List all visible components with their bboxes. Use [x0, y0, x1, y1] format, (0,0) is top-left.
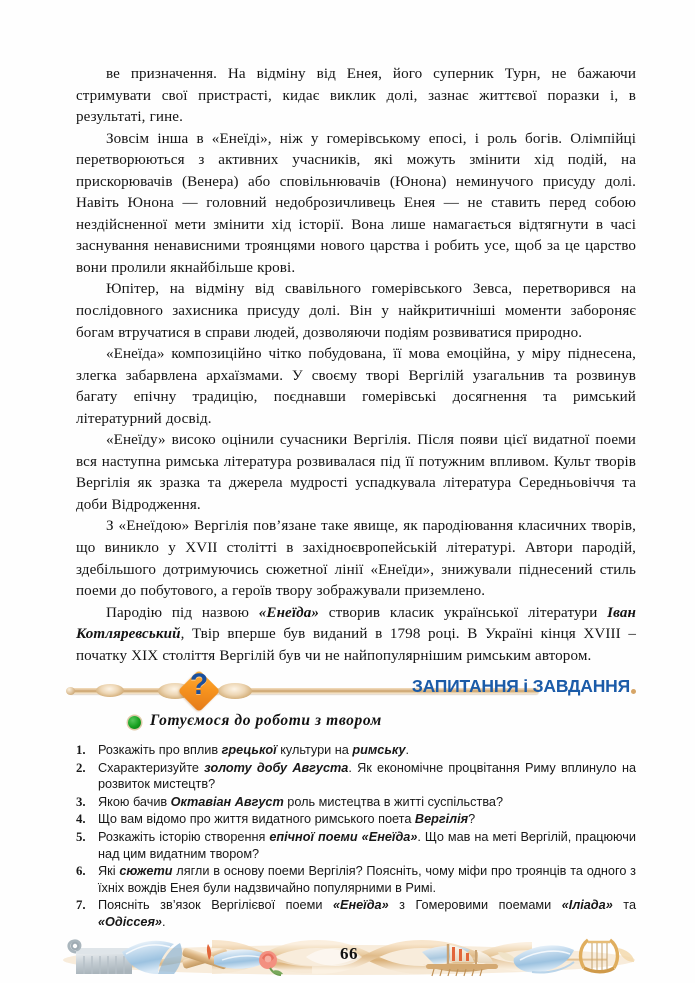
emphasis-text: «Іліада»: [561, 898, 613, 913]
title-end-dot-icon: [631, 689, 636, 694]
emphasis-text: «Одіссея»: [98, 914, 162, 929]
paragraph: [76, 603, 636, 668]
question-text: [98, 864, 636, 895]
text-run: . Що мав на меті Вергілій, працюючи над цим видатним твором?: [98, 829, 636, 861]
subsection-heading: Готуємося до роботи з твором: [150, 712, 382, 729]
question-item: [76, 863, 636, 896]
emphasis-text: римську: [352, 743, 406, 757]
emphasis-text: грецької: [221, 743, 277, 757]
text-run: Що вам відомо про життя видатного римського поета: [98, 812, 415, 827]
question-number: 6.: [76, 864, 86, 879]
green-bullet-icon: [128, 716, 141, 729]
rod-end-cap-icon: [66, 687, 75, 695]
text-run: лягли в основу поеми Вергілія? Поясніть, чому міфи про троянців та одного з їхніх вождів Енея були надзвичайно популярними в Римі.: [98, 864, 636, 895]
text-run: З «Енеїдою» Вергілія пов’язане таке явище, як пародіювання класичних творів, що виникло у XVII столітті в західноєвропейській літературі. Автори пародій, здебільшого дотримуючись сюжетної лінії «Енеїди», знижували піднесений стиль поеми до побутового, а героїв твору зображували приземлено.: [76, 518, 636, 600]
text-run: Якою бачив: [98, 794, 171, 809]
emphasis-text: Іван Котляревський: [76, 604, 637, 643]
text-run: Зовсім інша в «Енеїді», ніж у гомерівському епосі, і роль богів. Олімпійці перетворюються з активних учасників, які можуть змінити хід подій, на прискорювачів (Венера) або сповільнювачів (Юнона) неминучого присуду долі. Навіть Юнона — головний недоброзичливець Енея — не ставить перед собою нездійсненної мети змінити хід історії. Вона лише намагається відтягнути в часі заснування ненависними троянцями нового царства і робить усе, щоб за це царство вони пролили якнайбільше крові.: [76, 130, 636, 276]
text-run: «Енеїда» композиційно чітко побудована, її мова емоційна, у міру піднесена, злегка забарвлена архаїзмами. У своєму творі Вергілій узагальнив та розвинув багату епічну традицію, поєднавши гомерівські досягнення та римський літературний досвід.: [76, 346, 636, 427]
question-mark-glyph: ?: [189, 668, 209, 701]
question-number: 3.: [76, 794, 86, 809]
text-run: створив класик української літератури: [319, 604, 608, 621]
text-run: .: [162, 914, 166, 929]
emphasis-text: «Енеїда»: [332, 898, 389, 913]
paragraph: [76, 516, 636, 602]
question-number: 5.: [76, 829, 86, 844]
question-number: 4.: [76, 812, 86, 827]
paragraph: [76, 129, 636, 280]
text-run: Схарактеризуйте: [98, 760, 205, 775]
text-run: «Енеїду» високо оцінили сучасники Вергілія. Після появи цієї видатної поеми вся наступна римська література розвивалася під її потужним впливом. Культ творів Вергілія як зразка та джерела мудрості успадкувала література Середньовіччя та доби Відродження.: [76, 432, 636, 513]
question-number: 2.: [76, 760, 86, 775]
question-text: [98, 812, 475, 826]
question-item: [76, 794, 636, 811]
question-item: [76, 829, 636, 862]
text-run: з Гомеровими поемами: [388, 898, 562, 913]
question-item: [76, 760, 636, 793]
text-run: . Як економічне процвітання Риму вплинуло на розвиток мистецтв?: [98, 760, 637, 792]
section-heading-band: [66, 668, 636, 706]
question-text: [98, 830, 636, 861]
text-run: .: [405, 743, 410, 757]
text-run: ?: [468, 812, 476, 827]
emphasis-text: сюжети: [119, 864, 173, 879]
text-run: роль мистецтва в житті суспільства?: [283, 794, 504, 809]
question-item: [76, 811, 636, 828]
paragraph: [76, 64, 636, 129]
paragraph: [76, 430, 636, 516]
emphasis-text: «Енеїда»: [258, 604, 320, 621]
text-run: ве призначення. На відміну від Енея, його суперник Турн, не бажаючи стримувати свої пристрасті, кидає виклик долі, зазнає життєвої поразки і, в результаті, гине.: [76, 66, 636, 126]
question-item: [76, 742, 636, 759]
text-run: Юпітер, на відміну від свавільного гомерівського Зевса, перетворився на послідовного захисника присуду долі. Він у найкритичніші моменти забороняє богам втручатися в справи людей, дозволяючи подіям розвиватися природно.: [76, 281, 636, 341]
text-run: , Твір вперше був виданий в 1798 році. В Україні кінця XVIII – початку XIX століття Вергілій був чи не найпопулярнішим римським автором.: [76, 626, 636, 664]
question-number: 7.: [76, 898, 86, 913]
emphasis-text: Вергілія: [414, 812, 469, 827]
emphasis-text: золоту добу Августа: [204, 760, 349, 775]
emphasis-text: Октавіан Август: [170, 794, 284, 809]
text-run: Поясніть зв’язок Вергілієвої поеми: [98, 898, 333, 913]
text-run: Пародію під назвою: [106, 604, 259, 621]
text-run: культури на: [276, 743, 353, 757]
question-text: [98, 898, 636, 929]
text-run: Які: [98, 864, 120, 879]
text-run: Розкажіть про вплив: [98, 743, 222, 757]
question-number: 1.: [76, 743, 86, 757]
body-text: [76, 64, 636, 667]
text-run: та: [612, 898, 636, 913]
question-item: [76, 897, 636, 930]
section-title: ЗАПИТАННЯ і ЗАВДАННЯ: [411, 676, 630, 696]
rod-bulge-icon: [96, 684, 124, 697]
footer-ornament: [62, 930, 636, 983]
rod-bulge-icon: [218, 683, 252, 699]
question-text: [98, 743, 409, 757]
paragraph: [76, 344, 636, 430]
text-run: Розкажіть історію створення: [98, 829, 270, 844]
question-text: [98, 761, 636, 792]
paragraph: [76, 279, 636, 344]
emphasis-text: епічної поеми «Енеїда»: [269, 829, 418, 844]
questions-list: [76, 742, 636, 932]
page-number: 66: [340, 944, 358, 963]
question-text: [98, 795, 503, 809]
